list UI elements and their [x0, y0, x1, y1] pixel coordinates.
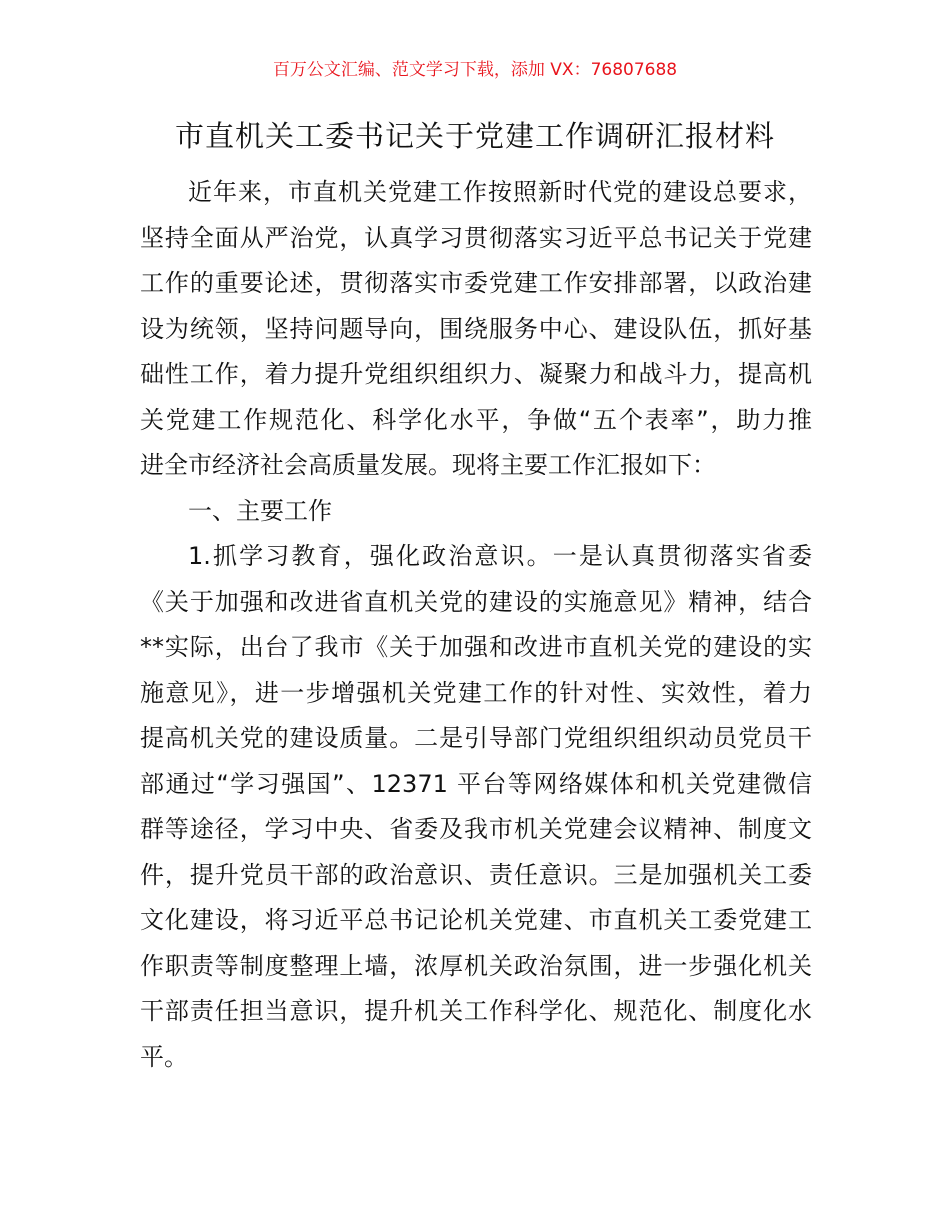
paragraph-line: 群等途径，学习中央、省委及我市机关党建会议精神、制度文 [140, 815, 812, 843]
paragraph-line: 作职责等制度整理上墙，浓厚机关政治氛围，进一步强化机关 [140, 951, 812, 980]
paragraph-line: 近年来，市直机关党建工作按照新时代党的建设总要求， [188, 178, 812, 206]
section-heading: 一、主要工作 [188, 496, 332, 525]
paragraph-line: 工作的重要论述，贯彻落实市委党建工作安排部署，以政治建 [140, 269, 812, 297]
paragraph-line: 平。 [140, 1042, 188, 1071]
paragraph-line: 设为统领，坚持问题导向，围绕服务中心、建设队伍，抓好基 [140, 314, 812, 343]
paragraph-line: 文化建设，将习近平总书记论机关党建、市直机关工委党建工 [140, 906, 812, 934]
paragraph-line: 进全市经济社会高质量发展。现将主要工作汇报如下： [140, 451, 716, 479]
section-heading-block [140, 489, 812, 535]
paragraph-line: 坚持全面从严治党，认真学习贯彻落实习近平总书记关于党建 [140, 223, 812, 252]
paragraph-line: 关党建工作规范化、科学化水平，争做“五个表率”，助力推 [140, 405, 812, 434]
document-title: 市直机关工委书记关于党建工作调研汇报材料 [174, 119, 775, 153]
paragraph-line: **实际，出台了我市《关于加强和改进市直机关党的建设的实 [140, 633, 812, 661]
paragraph-line: 提高机关党的建设质量。二是引导部门党组织组织动员党员干 [140, 724, 812, 752]
paragraph-line: 干部责任担当意识，提升机关工作科学化、规范化、制度化水 [140, 997, 812, 1025]
intro-paragraph [140, 170, 812, 489]
paragraph-line: 部通过“学习强国”、12371 平台等网络媒体和机关党建微信 [140, 769, 812, 798]
paragraph-line: 础性工作，着力提升党组织组织力、凝聚力和战斗力，提高机 [140, 360, 812, 388]
section-paragraph [140, 534, 812, 1080]
paragraph-line: 施意见》，进一步增强机关党建工作的针对性、实效性，着力 [140, 678, 812, 707]
document-body [140, 170, 812, 1080]
paragraph-line: 《关于加强和改进省直机关党的建设的实施意见》精神，结合 [140, 587, 812, 616]
paragraph-line: 件，提升党员干部的政治意识、责任意识。三是加强机关工委 [140, 860, 812, 889]
paragraph-line: 1.抓学习教育，强化政治意识。一是认真贯彻落实省委 [188, 542, 812, 570]
watermark-banner: 百万公文汇编、范文学习下载，添加 VX：76807688 [272, 60, 678, 80]
